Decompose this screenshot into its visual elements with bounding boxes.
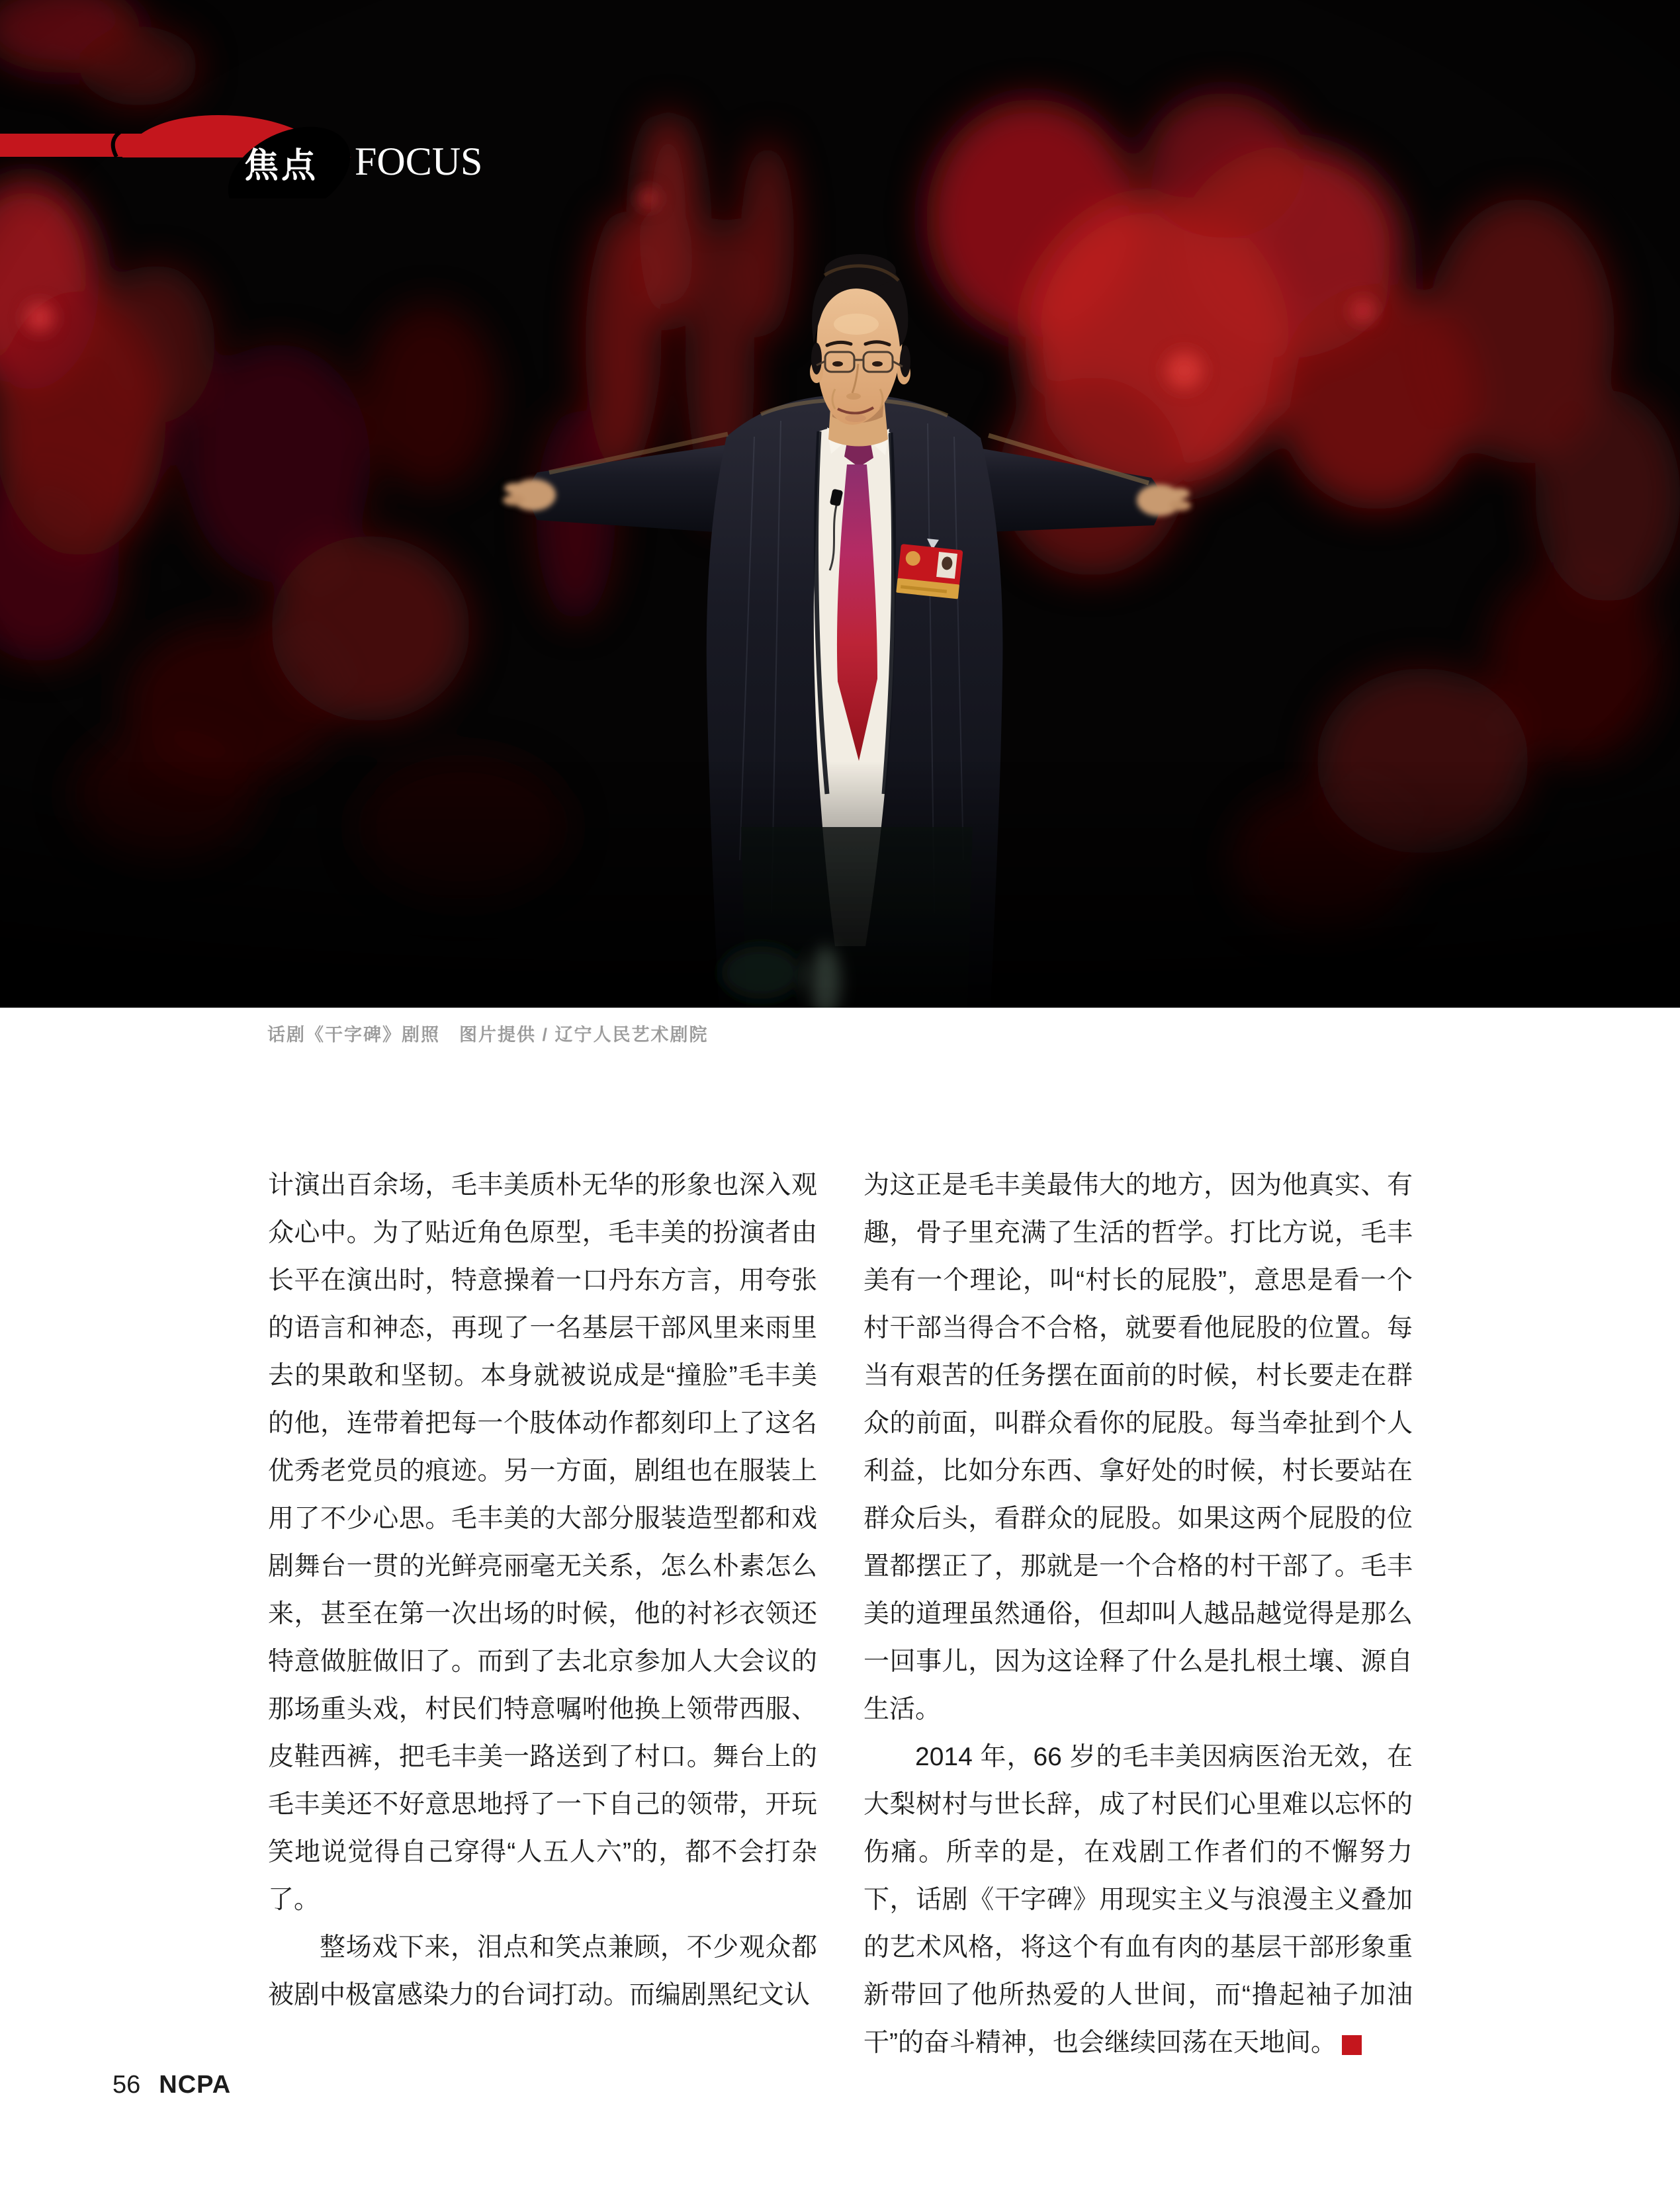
article-column-left bbox=[268, 1162, 817, 2067]
page-folio bbox=[112, 2071, 231, 2099]
brand-name: NCPA bbox=[159, 2071, 232, 2099]
stage-photo bbox=[0, 0, 1680, 1008]
section-title-cn: 焦点 bbox=[243, 147, 319, 185]
end-mark-line1: NC bbox=[1393, 2035, 1405, 2044]
photo-caption: 话剧《干字碑》剧照 图片提供 / 辽宁人民艺术剧院 bbox=[267, 1025, 709, 1045]
article-body bbox=[268, 1162, 1413, 2067]
paragraph: 计演出百余场，毛丰美质朴无华的形象也深入观众心中。为了贴近角色原型，毛丰美的扮演者由长平在演出时，特意操着一口丹东方言，用夸张的语言和神态，再现了一名基层干部风里来雨里去的果敢和坚韧。本身就被说成是“撞脸”毛丰美的他，连带着把每一个肢体动作都刻印上了这名优秀老党员的痕迹。另一方面，剧组也在服装上用了不少心思。毛丰美的大部分服装造型都和戏剧舞台一贯的光鲜亮丽毫无关系，怎么朴素怎么来，甚至在第一次出场的时候，他的衬衫衣领还特意做脏做旧了。而到了去北京参加人大会议的那场重头戏，村民们特意嘱咐他换上领带西服、皮鞋西裤，把毛丰美一路送到了村口。舞台上的毛丰美还不好意思地捋了一下自己的领带，开玩笑地说觉得自己穿得“人五人六”的，都不会打杂了。 bbox=[268, 1171, 817, 1914]
paragraph: 为这正是毛丰美最伟大的地方，因为他真实、有趣，骨子里充满了生活的哲学。打比方说，毛丰美有一个理论，叫“村长的屁股”，意思是看一个村干部当得合不合格，就要看他屁股的位置。每当有艰苦的任务摆在面前的时候，村长要走在群众的前面，叫群众看你的屁股。每当牵扯到个人利益，比如分东西、拿好处的时候，村长要站在群众后头，看群众的屁股。如果这两个屁股的位置都摆正了，那就是一个合格的村干部了。毛丰美的道理虽然通俗，但却叫人越品越觉得是那么一回事儿，因为这诠释了什么是扎根土壤、源自生活。 bbox=[863, 1171, 1413, 1724]
page-number: 56 bbox=[112, 2071, 141, 2099]
ncpa-end-mark bbox=[1342, 2035, 1405, 2055]
article-column-right bbox=[863, 1162, 1413, 2067]
paragraph bbox=[863, 1733, 1413, 2067]
section-logo bbox=[0, 106, 503, 198]
section-title-en: FOCUS bbox=[355, 140, 483, 183]
paragraph: 整场戏下来，泪点和笑点兼顾，不少观众都被剧中极富感染力的台词打动。而编剧黑纪文认 bbox=[268, 1933, 817, 2009]
end-mark-line2: PA bbox=[1393, 2044, 1404, 2053]
paragraph-text: 2014 年，66 岁的毛丰美因病医治无效，在大梨树村与世长辞，成了村民们心里难以忘怀的伤痛。所幸的是，在戏剧工作者们的不懈努力下，话剧《干字碑》用现实主义与浪漫主义叠加的艺术风格，将这个有血有肉的基层干部形象重新带回了他所热爱的人世间，而“撸起袖子加油干”的奋斗精神，也会继续回荡在天地间。 bbox=[863, 1743, 1413, 2057]
